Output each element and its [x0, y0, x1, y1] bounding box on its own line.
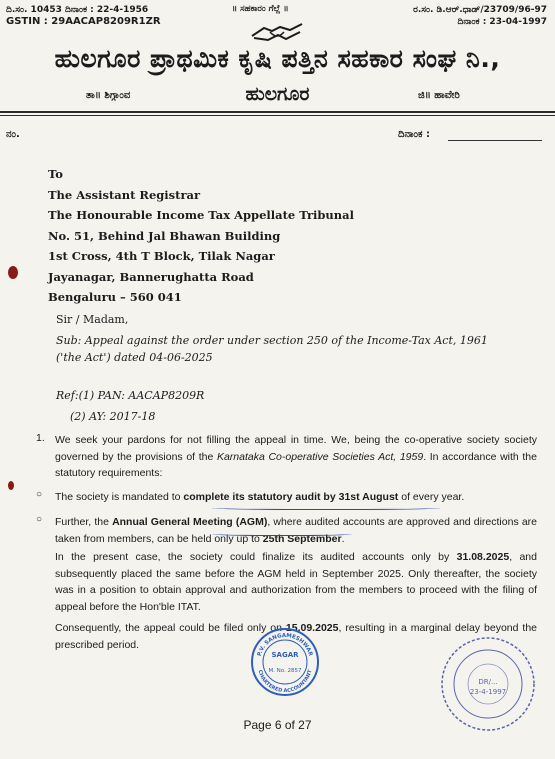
right-registration-number: ರ.ಸಂ. ಡಿ.ಆರ್.ಧಾಡ್/23709/96-97 — [413, 5, 547, 15]
reference-number-label: ನಂ. — [6, 129, 20, 140]
salutation: Sir / Madam, — [56, 313, 129, 326]
address-line: The Honourable Income Tax Appellate Tribunal — [48, 208, 354, 222]
date-label: ದಿನಾಂಕ : — [398, 129, 430, 140]
registration-block — [6, 4, 161, 28]
address-line: Bengaluru – 560 041 — [48, 290, 182, 304]
audit-date-emphasis: 31.08.2025 — [456, 551, 510, 563]
right-registration-date: ದಿನಾಂಕ : 23-04-1997 — [457, 17, 547, 27]
page-number: Page 6 of 27 — [243, 718, 312, 732]
paragraph-number: 1. — [36, 432, 45, 444]
address-to: To — [48, 167, 63, 181]
seal-text-line: DR/... — [478, 678, 498, 686]
ink-mark — [8, 266, 18, 279]
address-line: 1st Cross, 4th T Block, Tilak Nagar — [48, 249, 275, 263]
handwritten-underline — [212, 531, 352, 536]
right-registration-block — [413, 4, 547, 28]
seal-date: 23-4-1997 — [469, 688, 507, 696]
recipient-address — [48, 164, 354, 308]
motto: ॥ ಸಹಕಾರಂ ಗೆಲ್ಲೆ ॥ — [232, 4, 289, 14]
filing-date-emphasis: 15.09.2025 — [285, 622, 339, 634]
reference-pan: Ref:(1) PAN: AACAP8209R — [56, 389, 205, 402]
seal-firm-name: P.V. SANGAMESHWAR — [256, 632, 314, 657]
place-name: ಹುಲಗೂರ — [245, 83, 310, 105]
paragraph-1: We seek your pardons for not filling the appeal in time. We, being the co-operative society society governed by the provisions of the Karnataka Co-operative Societies Act, 1959. In accordance with the statutory requirements: — [55, 434, 537, 479]
bullet-agm-deadline: Further, the Annual General Meeting (AGM), where audited accounts are approved and directions are taken from members, can be held only up to 25th September. — [55, 516, 538, 545]
bullet-circle-icon: ○ — [36, 489, 43, 500]
bullet-audit-deadline: The society is mandated to complete its statutory audit by 31st August of every year. — [55, 491, 465, 503]
act-name: Karnataka Co-operative Societies Act, 1959 — [216, 450, 424, 463]
taluk: ತಾ॥ ಶಿಗ್ಗಾಂವ — [86, 90, 131, 101]
agm-emphasis: Annual General Meeting (AGM) — [112, 516, 268, 528]
seal-city: SAGAR — [271, 651, 299, 659]
gstin: GSTIN : 29AACAP8209R1ZR — [6, 16, 161, 27]
seal-designation: CHARTERED ACCOUNTANT — [256, 669, 314, 695]
seal-membership-number: M. No. 2857 — [268, 668, 302, 674]
reference-assessment-year: (2) AY: 2017-18 — [70, 410, 156, 423]
agm-deadline-emphasis: 25th September — [262, 532, 342, 545]
organization-name: ಹುಲಗೂರ ಪ್ರಾಥಮಿಕ ಕೃಷಿ ಪತ್ತಿನ ಸಹಕಾರ ಸಂಘ ನಿ., — [54, 44, 501, 73]
address-line: The Assistant Registrar — [48, 187, 201, 202]
letterhead-divider-thin — [0, 115, 555, 116]
district: ಜಿ॥ ಹಾವೇರಿ — [418, 90, 460, 101]
paragraph-2: In the present case, the society could finalize its audited accounts only by 31.08.2025, and subsequently placed the same before the AGM held in September 2025. Only thereafter, the society was in a position to obtain approval and authorization from the members to proceed with the filing of appeal before the Hon'ble ITAT. — [55, 551, 537, 613]
date-blank-line — [448, 140, 542, 141]
ink-mark — [8, 481, 14, 490]
address-line: No. 51, Behind Jal Bhawan Building — [48, 228, 281, 243]
subject-line: Sub: Appeal against the order under section 250 of the Income-Tax Act, 1961 ('the Act') dated 04-06-2025 — [56, 334, 488, 364]
audit-deadline-emphasis: complete its statutory audit by 31st August — [183, 491, 399, 503]
paragraph-3: Consequently, the appeal could be filed only on 15.09.2025, resulting in a marginal delay beyond the prescribed period. — [55, 622, 538, 651]
address-line: Jayanagar, Bannerughatta Road — [48, 269, 254, 284]
letterhead-divider — [0, 111, 555, 113]
registration-number: ದಿ.ಸಂ. 10453 ದಿನಾಂಕ : 22-4-1956 — [6, 5, 149, 15]
bullet-circle-icon: ○ — [36, 514, 43, 525]
chartered-accountant-seal — [250, 627, 320, 697]
handwritten-underline — [212, 505, 440, 510]
